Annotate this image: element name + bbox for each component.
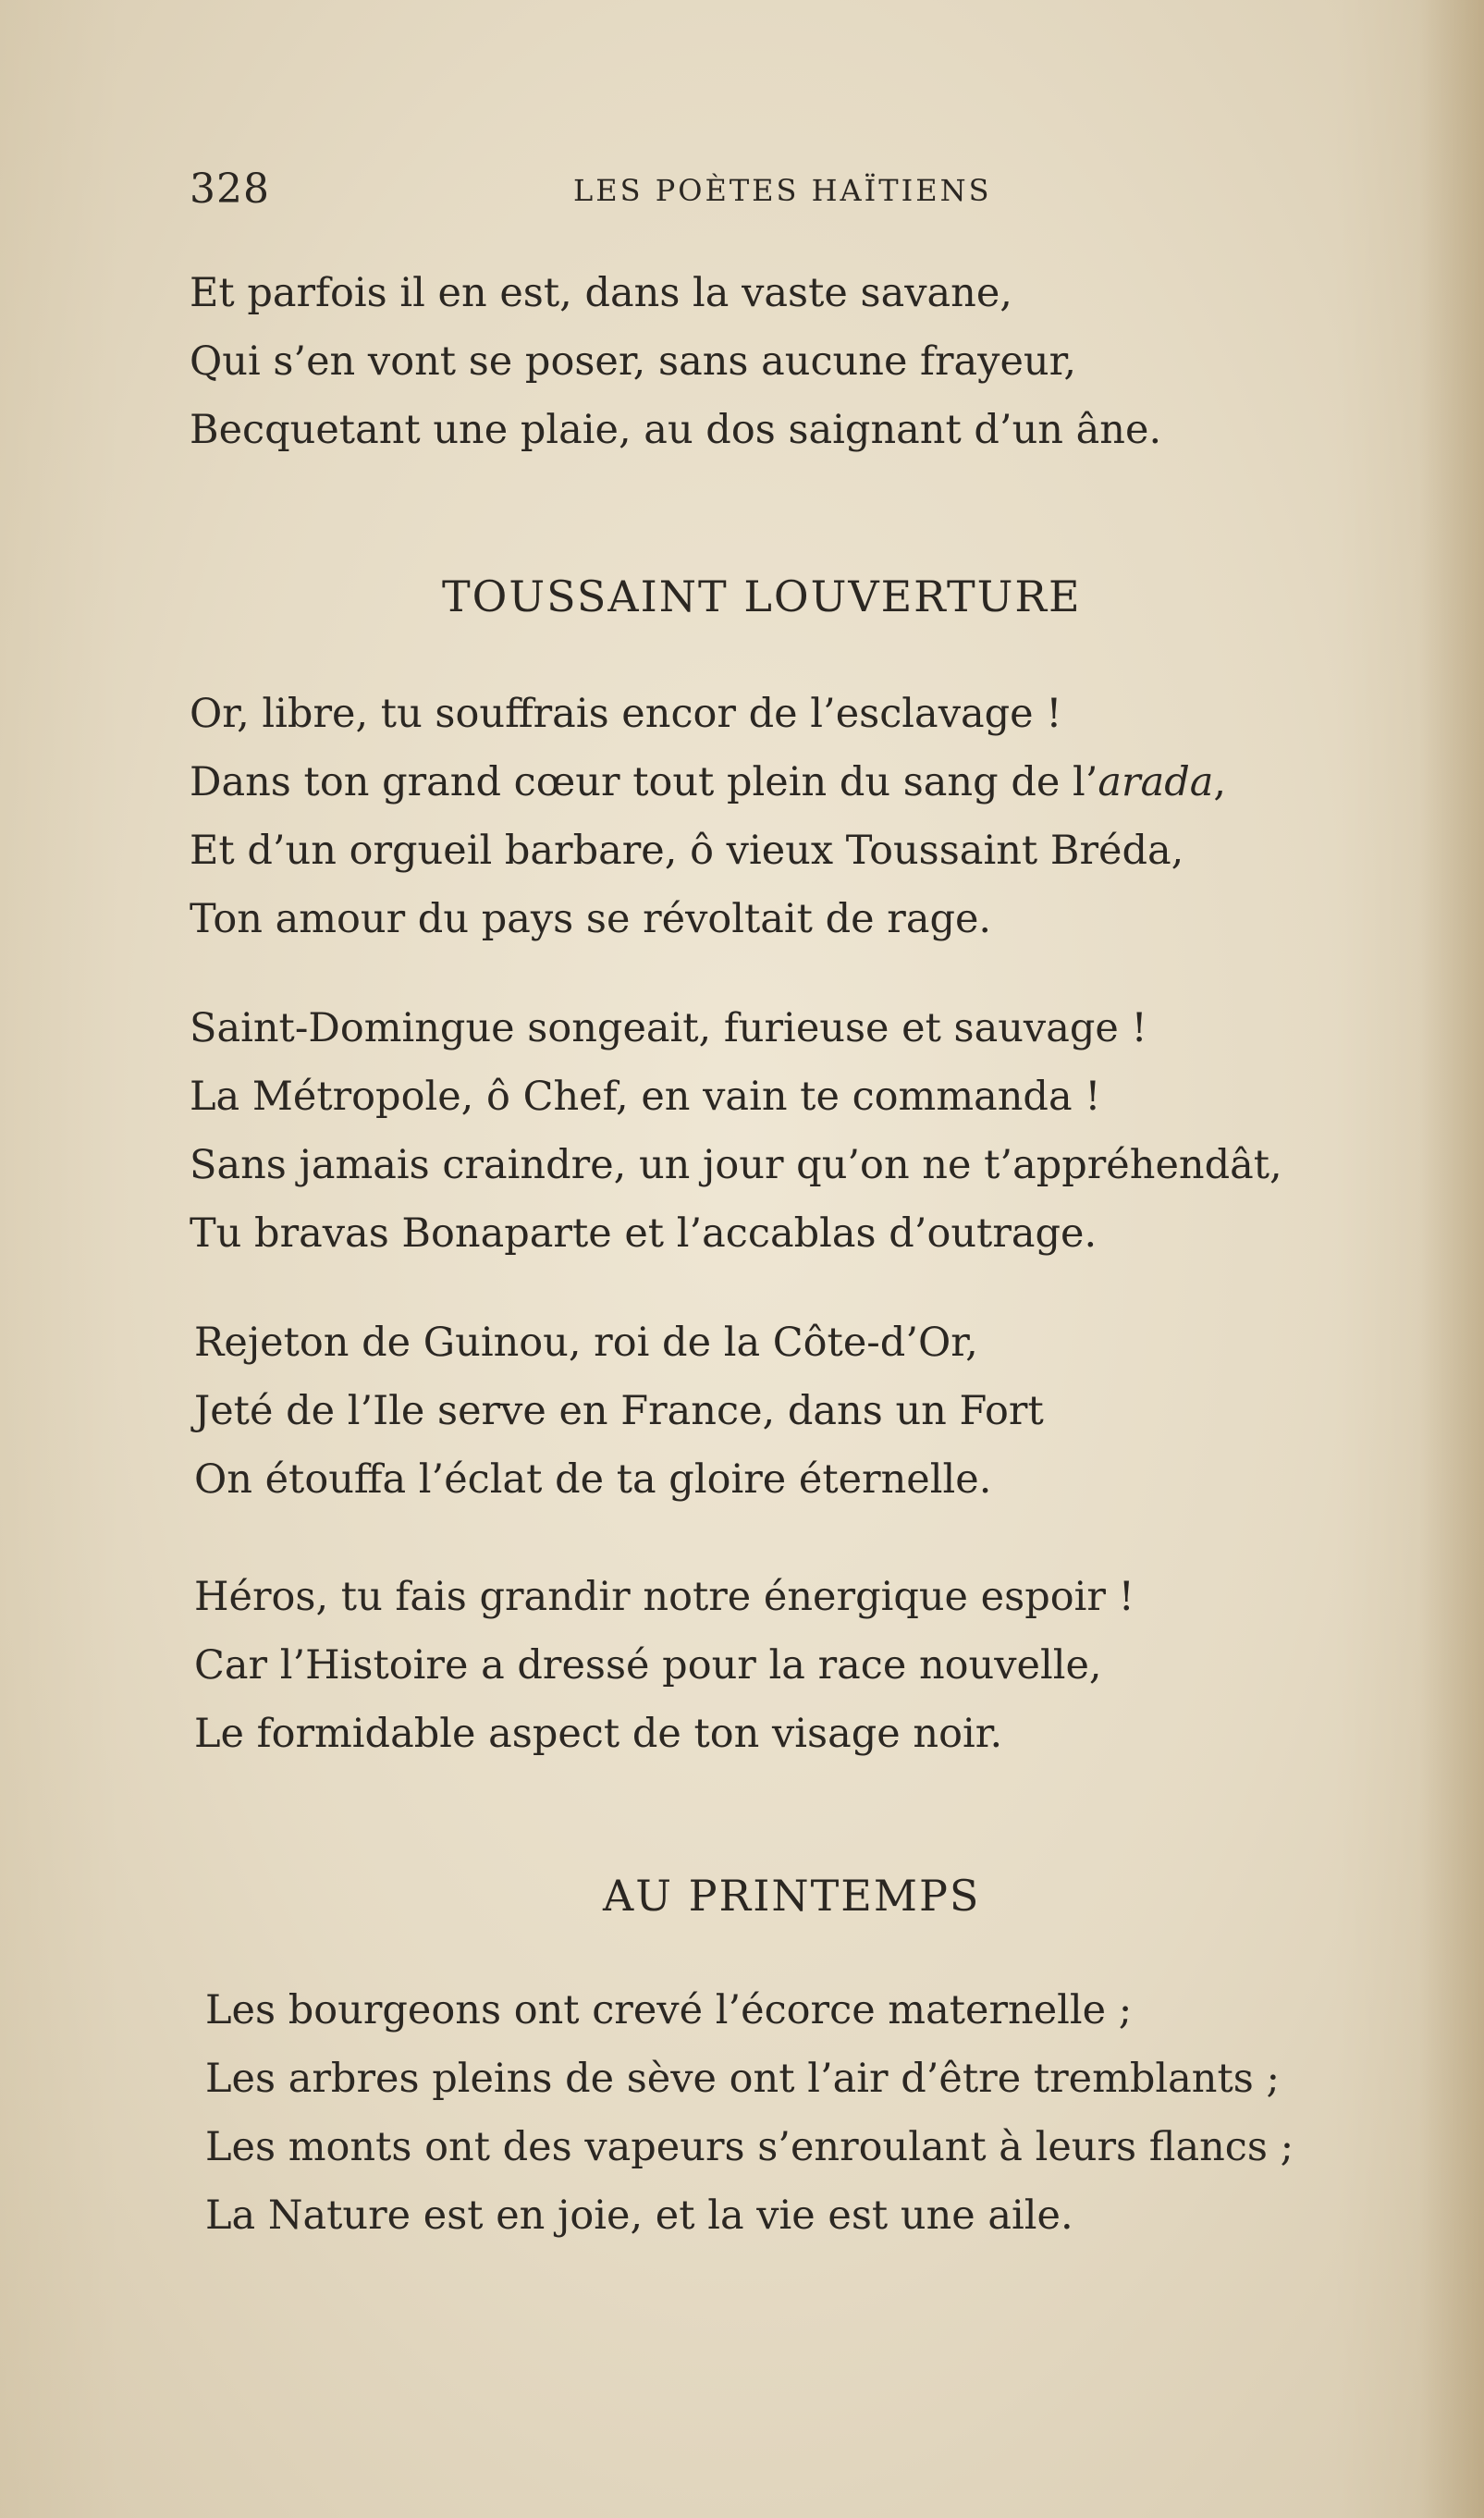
verse-line: Le formidable aspect de ton visage noir. bbox=[194, 1711, 1003, 1757]
poem1-stanza-3 bbox=[194, 1308, 1044, 1514]
verse-line: Rejeton de Guinou, roi de la Côte-d’Or, bbox=[194, 1320, 978, 1366]
poem-title-au-printemps: AU PRINTEMPS bbox=[603, 1871, 981, 1921]
poem1-stanza-4 bbox=[194, 1563, 1134, 1768]
verse-line: Et parfois il en est, dans la vaste savane, bbox=[190, 270, 1012, 316]
italic-word: arada bbox=[1098, 759, 1214, 805]
verse-line: Car l’Histoire a dressé pour la race nouvelle, bbox=[194, 1642, 1102, 1689]
poem-title-toussaint: TOUSSAINT LOUVERTURE bbox=[442, 571, 1082, 621]
verse-line: Tu bravas Bonaparte et l’accablas d’outrage. bbox=[190, 1210, 1098, 1257]
poem2-stanza-1 bbox=[205, 1976, 1294, 2250]
verse-line: Les arbres pleins de sève ont l’air d’être tremblants ; bbox=[205, 2056, 1280, 2102]
verse-line: Saint-Domingue songeait, furieuse et sauvage ! bbox=[190, 1005, 1147, 1051]
book-title: LES POÈTES HAÏTIENS bbox=[573, 173, 992, 208]
verse-line: Jeté de l’Ile serve en France, dans un Fort bbox=[194, 1388, 1044, 1434]
page-edge-shadow bbox=[1419, 0, 1484, 2518]
running-head bbox=[190, 162, 1299, 217]
verse-text: Dans ton grand cœur tout plein du sang de l’ bbox=[190, 759, 1098, 805]
page-number: 328 bbox=[190, 166, 270, 213]
verse-line: Sans jamais craindre, un jour qu’on ne t’appréhendât, bbox=[190, 1142, 1282, 1188]
verse-line: Qui s’en vont se poser, sans aucune frayeur, bbox=[190, 338, 1077, 385]
verse-line: Et d’un orgueil barbare, ô vieux Toussaint Bréda, bbox=[190, 828, 1184, 874]
verse-line bbox=[190, 748, 1226, 817]
verse-line: Héros, tu fais grandir notre énergique espoir ! bbox=[194, 1574, 1134, 1620]
verse-line: On étouffa l’éclat de ta gloire éternelle. bbox=[194, 1456, 992, 1503]
verse-line: Or, libre, tu souffrais encor de l’esclavage ! bbox=[190, 691, 1062, 737]
verse-line: Les bourgeons ont crevé l’écorce maternelle ; bbox=[205, 1987, 1133, 2033]
verse-line: Les monts ont des vapeurs s’enroulant à leurs flancs ; bbox=[205, 2124, 1294, 2170]
verse-punctuation: , bbox=[1213, 759, 1227, 805]
verse-line: La Nature est en joie, et la vie est une aile. bbox=[205, 2193, 1073, 2239]
opening-stanza bbox=[190, 259, 1161, 464]
verse-line: Becquetant une plaie, au dos saignant d’un âne. bbox=[190, 407, 1162, 453]
verse-line: Ton amour du pays se révoltait de rage. bbox=[190, 896, 992, 942]
poem1-stanza-2 bbox=[190, 994, 1282, 1268]
verse-line: La Métropole, ô Chef, en vain te commanda ! bbox=[190, 1074, 1101, 1120]
poem1-stanza-1 bbox=[190, 680, 1226, 953]
